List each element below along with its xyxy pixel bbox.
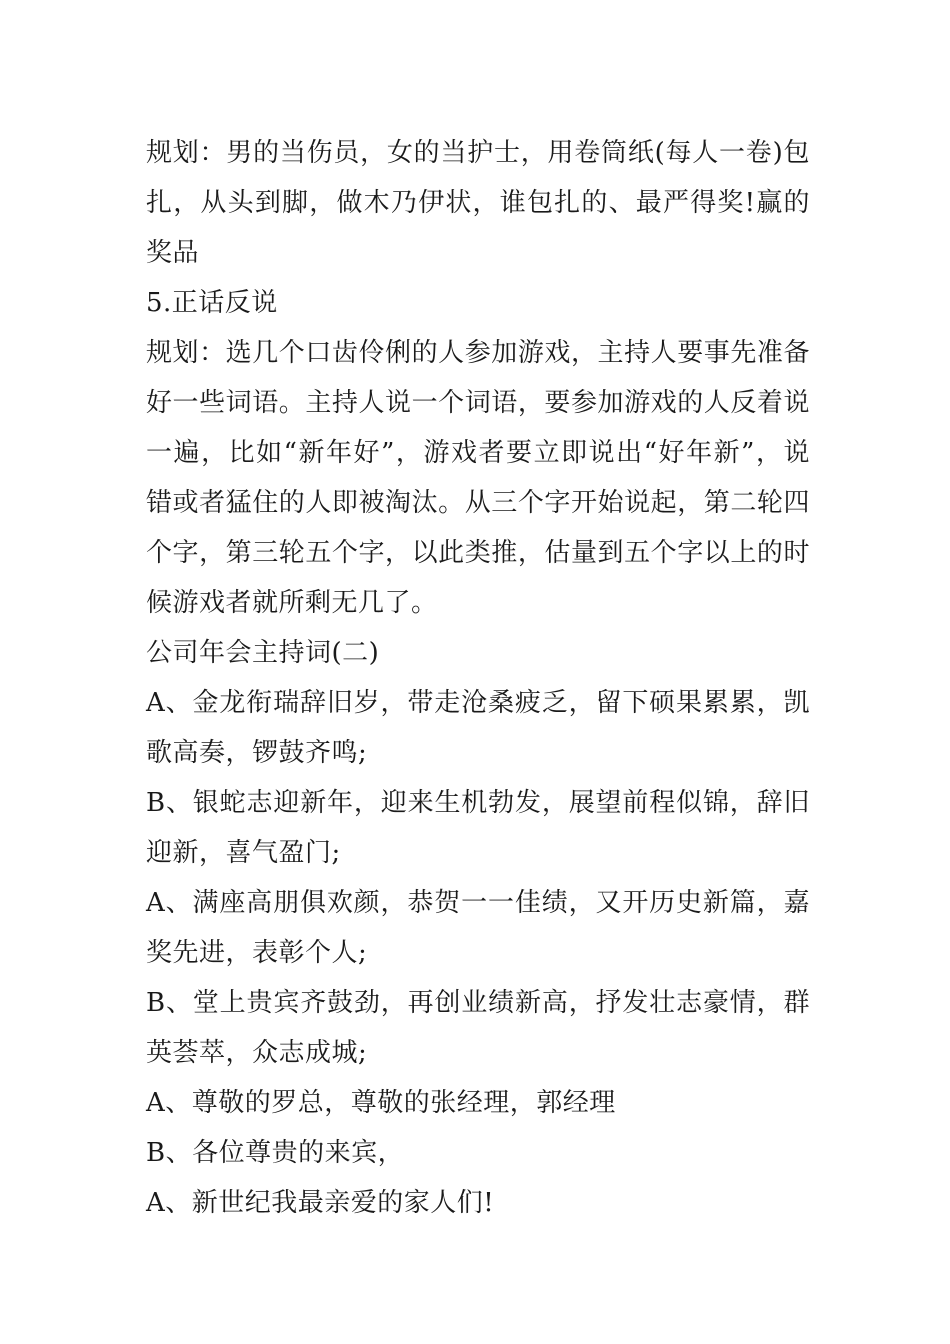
paragraph-host-a-line-2: A、满座高朋俱欢颜，恭贺一一佳绩，又开历史新篇，嘉奖先进，表彰个人; xyxy=(146,888,810,968)
paragraph-reverse-words-rules: 规划：选几个口齿伶俐的人参加游戏，主持人要事先准备好一些词语。主持人说一个词语，要参加游戏的人反着说一遍，比如“新年好”，游戏者要立即说出“好年新”，说错或者猛住的人即被淘汰。从三个字开始说起，第二轮四个字，第三轮五个字，以此类推，估量到五个字以上的时候游戏者就所剩无几了。 xyxy=(146,338,810,618)
paragraph-bandage-game-rules: 规划：男的当伤员，女的当护士，用卷筒纸(每人一卷)包扎，从头到脚，做木乃伊状，谁包扎的、最严得奖!赢的奖品 xyxy=(146,138,810,268)
paragraph-host-a-line-1: A、金龙衔瑞辞旧岁，带走沧桑疲乏，留下硕果累累，凯歌高奏，锣鼓齐鸣; xyxy=(146,688,810,768)
paragraph-host-a-line-3: A、尊敬的罗总，尊敬的张经理，郭经理 xyxy=(146,1088,616,1118)
heading-reverse-words-game: 5.正话反说 xyxy=(146,288,278,318)
paragraph-host-b-line-1: B、银蛇志迎新年，迎来生机勃发，展望前程似锦，辞旧迎新，喜气盈门; xyxy=(146,788,810,868)
section-title-host-script: 公司年会主持词(二) xyxy=(146,638,380,668)
document-body xyxy=(146,128,810,1228)
paragraph-host-a-line-4: A、新世纪我最亲爱的家人们! xyxy=(146,1188,495,1218)
paragraph-host-b-line-3: B、各位尊贵的来宾， xyxy=(146,1138,405,1168)
paragraph-host-b-line-2: B、堂上贵宾齐鼓劲，再创业绩新高，抒发壮志豪情，群英荟萃，众志成城; xyxy=(146,988,810,1068)
